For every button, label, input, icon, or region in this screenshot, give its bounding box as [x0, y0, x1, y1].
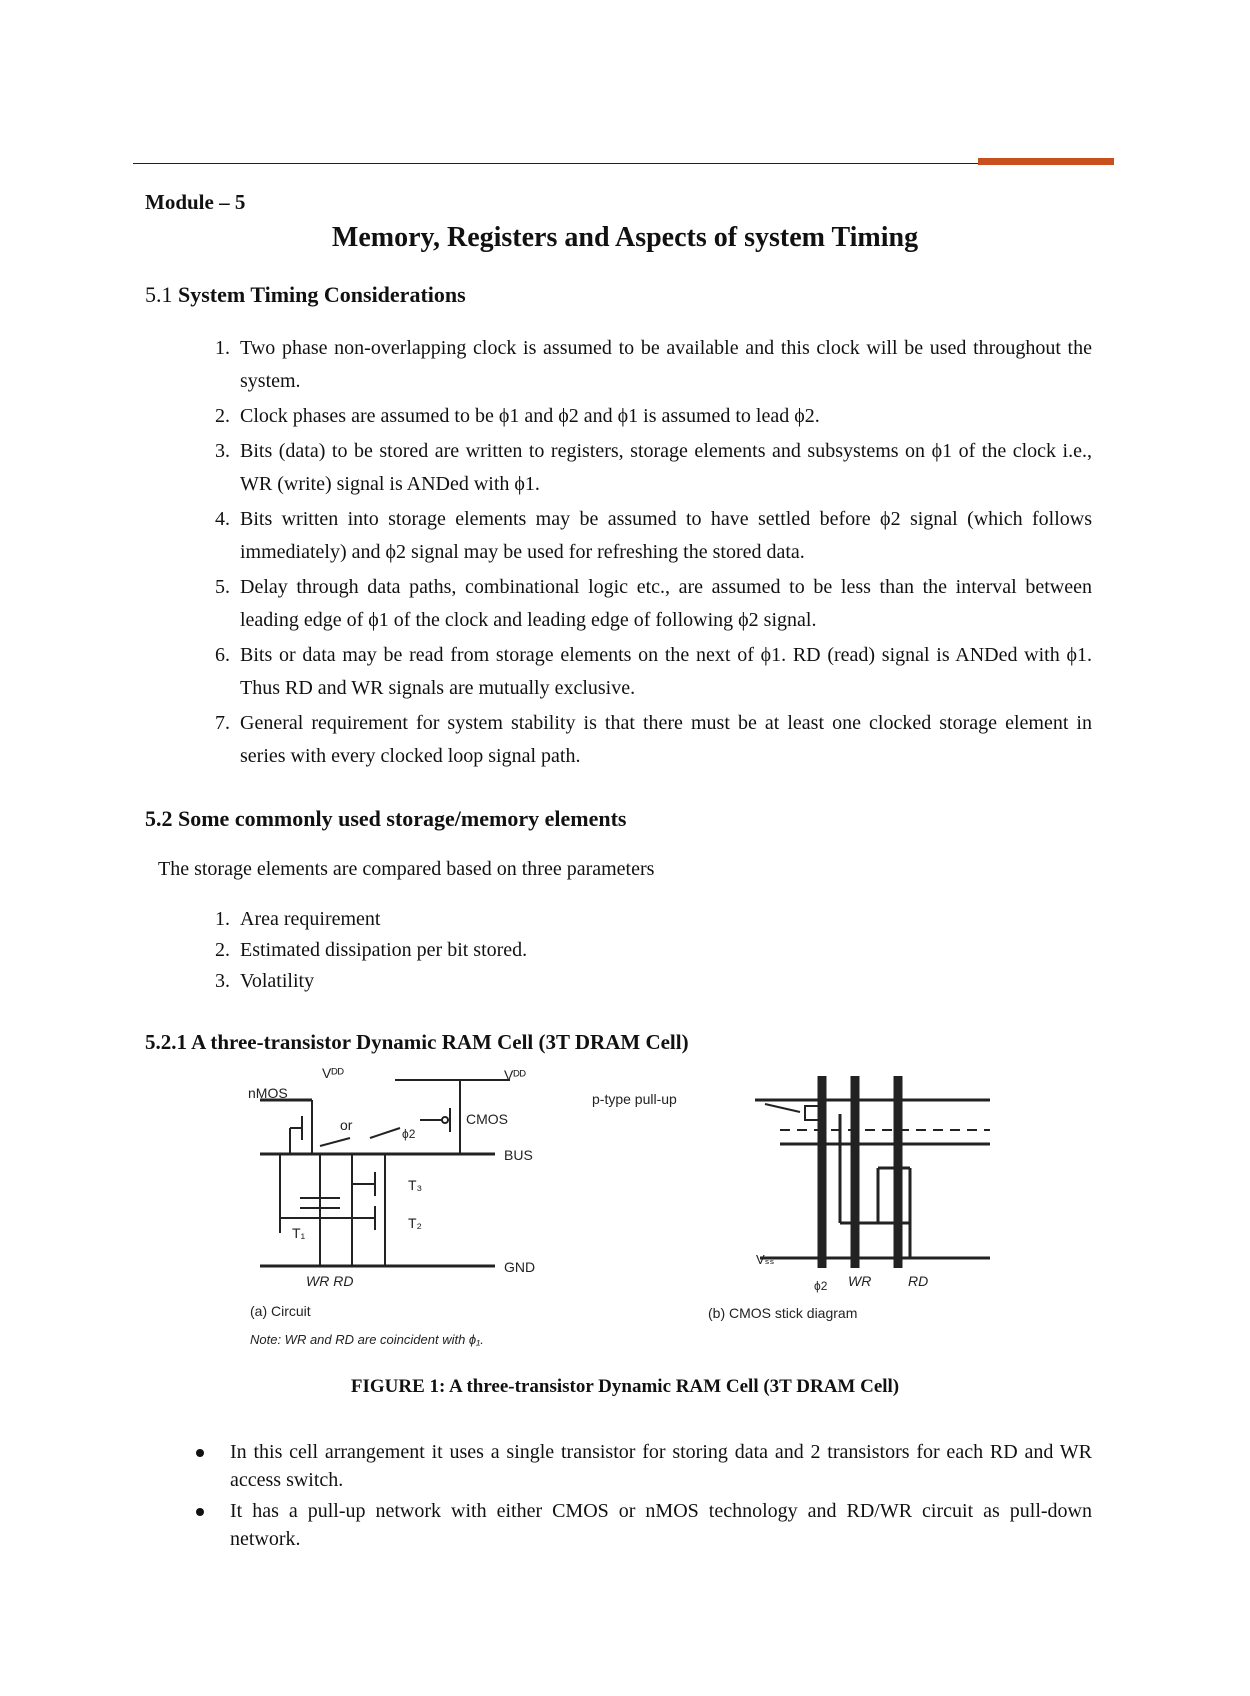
t2-label: T₂: [408, 1215, 422, 1231]
section-5-1-heading: [145, 282, 466, 308]
header-rule: [133, 163, 978, 164]
page-title: Memory, Registers and Aspects of system Timing: [331, 222, 919, 253]
gnd-label: GND: [504, 1259, 536, 1275]
list-item: [200, 966, 527, 997]
cmos-bubble: [442, 1117, 448, 1123]
stick-phi2-label: ϕ2: [814, 1279, 828, 1293]
vdd-label-left: Vᴰᴰ: [322, 1065, 344, 1081]
list-item-text: Bits (data) to be stored are written to registers, storage elements and subsystems on ϕ1 of the clock i.e., WR (write) signal is ANDed with ϕ1.: [240, 440, 1092, 495]
circuit-note: Note: WR and RD are coincident with ϕ₁.: [250, 1332, 484, 1347]
list-item: [200, 400, 1092, 433]
list-item: [190, 1497, 1092, 1553]
list-item-number: 1.: [215, 337, 230, 359]
t3-label: T₃: [408, 1177, 423, 1193]
list-item: [200, 571, 1092, 637]
or-label: or: [340, 1117, 353, 1133]
list-item: [200, 503, 1092, 569]
bullet-icon: [196, 1449, 204, 1457]
nmos-label: nMOS: [248, 1085, 288, 1101]
pullup-label: p-type pull-up: [592, 1091, 677, 1107]
list-item-text: Bits or data may be read from storage elements on the next of ϕ1. RD (read) signal is ANDed with ϕ1. Thus RD and WR signals are mutually exclusive.: [240, 644, 1092, 699]
list-item-number: 6.: [215, 644, 230, 666]
vdd-label-right: Vᴰᴰ: [504, 1067, 526, 1083]
stick-rd-label: RD: [908, 1273, 929, 1289]
or-arrow-right: [370, 1128, 400, 1138]
list-item: [190, 1438, 1092, 1494]
list-item: [200, 435, 1092, 501]
cmos-label: CMOS: [466, 1111, 508, 1127]
list-item-text: Delay through data paths, combinational logic etc., are assumed to be less than the interval between leading edge of ϕ1 of the clock and leading edge of following ϕ2 signal.: [240, 576, 1092, 631]
stick-wr-label: WR: [848, 1273, 872, 1289]
figure-caption: FIGURE 1: A three-transistor Dynamic RAM Cell (3T DRAM Cell): [350, 1376, 900, 1397]
pullup-contact: [805, 1106, 819, 1120]
or-arrow-left: [320, 1138, 350, 1146]
circuit-caption: (a) Circuit: [250, 1303, 311, 1319]
list-item-number: 3.: [215, 440, 230, 462]
list-item-number: 4.: [215, 508, 230, 530]
stick-diagram: [755, 1076, 990, 1268]
list-item-number: 5.: [215, 576, 230, 598]
list-item-number: 1.: [215, 908, 230, 930]
list-item-text: Area requirement: [240, 908, 381, 930]
list-item: [200, 904, 527, 935]
list-item-text: Estimated dissipation per bit stored.: [240, 939, 528, 961]
pullup-arrow: [765, 1104, 800, 1112]
timing-considerations-list: [200, 332, 1092, 775]
section-5-2-heading: 5.2 Some commonly used storage/memory elements: [145, 806, 627, 831]
section-5-1-title: System Timing Considerations: [178, 282, 466, 307]
module-label: Module – 5: [145, 190, 246, 214]
list-item-text: Bits written into storage elements may be assumed to have settled before ϕ2 signal (which follows immediately) and ϕ2 signal may be used for refreshing the stored data.: [240, 508, 1092, 563]
dram-bullets: [190, 1438, 1092, 1556]
t1-label: T₁: [292, 1225, 306, 1241]
parameters-list: [200, 904, 527, 997]
list-item-number: 2.: [215, 939, 230, 961]
wr-rd-label: WR RD: [306, 1273, 354, 1289]
section-5-2-intro: The storage elements are compared based on three parameters: [158, 858, 655, 880]
list-item-number: 7.: [215, 712, 230, 734]
list-item-text: Volatility: [240, 970, 315, 992]
phi2-label: ϕ2: [402, 1127, 416, 1141]
list-item: [200, 639, 1092, 705]
bullet-icon: [196, 1508, 204, 1516]
list-item: [200, 332, 1092, 398]
list-item-text: Two phase non-overlapping clock is assumed to be available and this clock will be used throughout the system.: [240, 337, 1092, 392]
section-5-1-number: 5.1: [145, 282, 173, 307]
list-item: [200, 707, 1092, 773]
vss-label: Vₛₛ: [756, 1252, 775, 1267]
list-item-text: It has a pull-up network with either CMOS or nMOS technology and RD/WR circuit as pull-down network.: [230, 1500, 1092, 1550]
header-accent-bar: [978, 158, 1114, 165]
list-item-number: 3.: [215, 970, 230, 992]
list-item-number: 2.: [215, 405, 230, 427]
section-5-2-1-heading: 5.2.1 A three-transistor Dynamic RAM Cell (3T DRAM Cell): [145, 1030, 689, 1054]
stick-caption: (b) CMOS stick diagram: [708, 1305, 858, 1321]
list-item-text: In this cell arrangement it uses a single transistor for storing data and 2 transistors for each RD and WR access switch.: [230, 1441, 1092, 1491]
bus-label: BUS: [504, 1147, 533, 1163]
list-item: [200, 935, 527, 966]
dram-cell-figure: [248, 1065, 990, 1358]
list-item-text: Clock phases are assumed to be ϕ1 and ϕ2 and ϕ1 is assumed to lead ϕ2.: [240, 405, 820, 427]
list-item-text: General requirement for system stability is that there must be at least one clocked storage element in series with every clocked loop signal path.: [240, 712, 1092, 767]
